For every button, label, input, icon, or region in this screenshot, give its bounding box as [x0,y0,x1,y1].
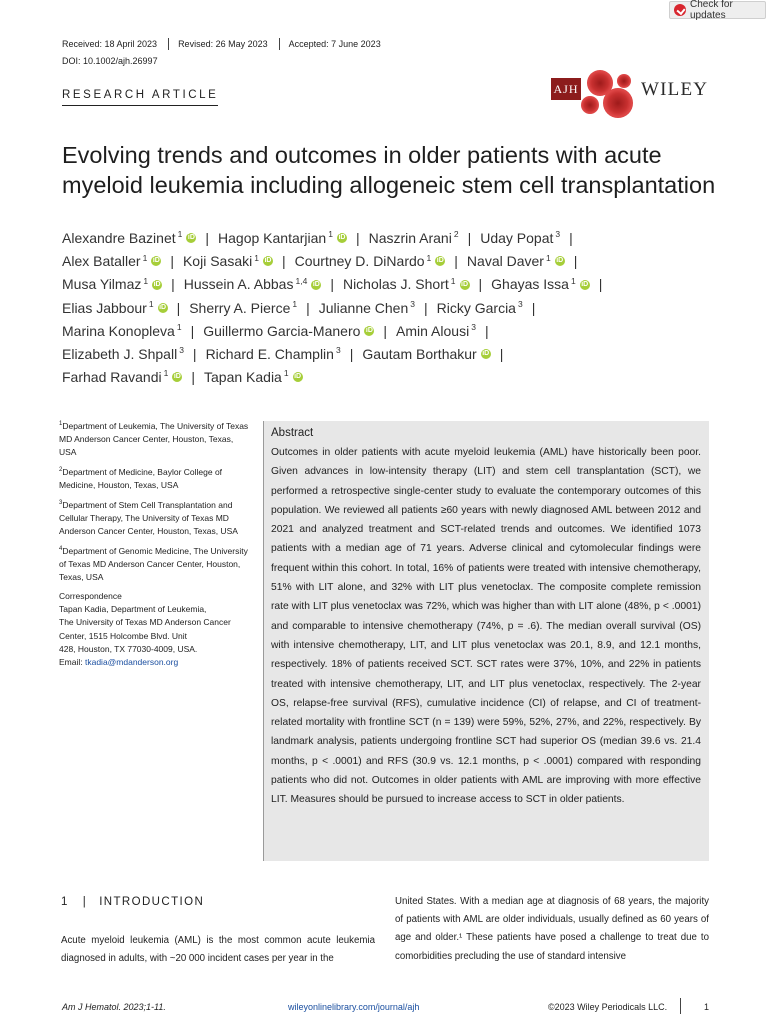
revised-date: Revised: 26 May 2023 [178,39,268,49]
author-affiliation-marker: 1 [426,252,432,263]
doi[interactable]: DOI: 10.1002/ajh.26997 [62,56,158,66]
abstract-heading: Abstract [271,427,314,439]
orcid-icon[interactable]: iD [264,257,272,265]
author-name[interactable]: Alex Bataller [62,253,141,270]
meta-divider [168,38,169,50]
orcid-icon[interactable]: iD [312,280,320,288]
author-affiliation-marker: 1 [570,275,576,286]
author-affiliation-marker: 1 [328,229,333,240]
author-affiliation-marker: 1 [163,368,169,379]
affiliation-text: Department of Genomic Medicine, The University of Texas MD Anderson Cancer Center, Houston, Texas, USA [59,545,248,582]
author-separator: | [205,230,210,246]
article-title: Evolving trends and outcomes in older patients with acute myeloid leukemia including allogeneic stem cell transplantation [62,142,716,198]
author-affiliation-marker: 1 [545,252,551,263]
author-name[interactable]: Hagop Kantarjian [218,230,327,246]
affiliation [59,497,249,538]
abstract-box [263,421,709,861]
author-separator: | [454,253,458,270]
article-type: RESEARCH ARTICLE [62,89,218,106]
author-affiliation-marker: 3 [471,322,476,333]
correspondence-line: Tapan Kadia, Department of Leukemia, [59,604,207,615]
author-name[interactable]: Amin Alousi [396,322,470,339]
author-affiliation-marker: 3 [179,345,184,356]
author-line [62,343,722,366]
blood-cell-graphic [617,74,631,88]
author-separator: | [191,369,195,386]
author-name[interactable]: Ghayas Issa [491,276,569,293]
blood-cell-graphic [581,96,599,114]
author-separator: | [467,230,472,246]
orcid-icon[interactable]: iD [338,234,346,242]
author-separator: | [383,322,388,339]
author-name[interactable]: Richard E. Champlin [205,345,334,362]
author-name[interactable]: Uday Popat [480,230,554,246]
author-name[interactable]: Koji Sasaki [182,253,253,270]
affiliation [59,464,249,492]
email-link[interactable]: tkadia@mdanderson.org [84,657,179,668]
author-affiliation-marker: 1 [283,368,289,379]
author-separator: | [569,230,573,246]
author-separator: | [423,299,428,316]
author-affiliation-marker: 1 [254,252,259,263]
author-separator: | [598,276,603,293]
affiliation-text: Department of Medicine, Baylor College of Medicine, Houston, Texas, USA [59,466,223,490]
author-name[interactable]: Elias Jabbour [62,299,147,316]
author-affiliation-marker: 3 [517,298,523,309]
author-affiliation-marker: 1,4 [295,275,308,286]
orcid-icon[interactable]: iD [173,373,181,381]
author-line [62,250,722,273]
check-for-updates-button[interactable] [669,1,766,19]
author-affiliation-marker: 1 [142,252,148,263]
blood-cell-graphic [603,88,633,118]
affiliation-list [59,418,249,584]
author-name[interactable]: Gautam Borthakur [362,345,477,362]
author-affiliation-marker: 3 [555,229,561,240]
correspondence-heading: Correspondence [59,591,122,602]
author-separator: | [573,253,578,270]
publication-history [62,38,381,50]
author-affiliation-marker: 2 [453,229,459,240]
check-updates-icon [674,4,686,16]
author-separator: | [170,253,174,270]
received-date: Received: 18 April 2023 [62,39,158,49]
author-name[interactable]: Alexandre Bazinet [62,230,176,246]
footer-copyright: ©2023 Wiley Periodicals LLC. [548,1002,668,1012]
author-line [62,320,722,343]
author-affiliation-marker: 1 [177,229,183,240]
author-name[interactable]: Naszrin Arani [368,230,452,246]
affiliation [59,418,249,459]
footer-divider [680,998,681,1014]
author-name[interactable]: Elizabeth J. Shpall [62,345,178,362]
intro-paragraph-left: Acute myeloid leukemia (AML) is the most common acute leukemia diagnosed in adults, with ~20 000 incident cases per year in the [61,935,375,965]
affiliations-column [59,418,249,669]
author-affiliation-marker: 3 [335,345,341,356]
affiliation [59,543,249,584]
author-name[interactable]: Farhad Ravandi [62,369,162,386]
author-separator: | [484,322,489,339]
correspondence-email-line [59,656,249,669]
orcid-icon[interactable]: iD [461,280,469,288]
author-line [62,273,722,296]
footer-citation: Am J Hematol. 2023;1-11. [62,1002,166,1012]
correspondence-line: The University of Texas MD Anderson Cancer [59,617,231,628]
author-name[interactable]: Tapan Kadia [204,369,282,386]
author-affiliation-marker: 1 [450,275,456,286]
author-separator: | [499,345,504,362]
intro-paragraph-right: United States. With a median age at diagnosis of 68 years, the majority of patients with AML are older individuals, usually defined as 60 years of age and older.¹ These patients have posed a challenge to treat due to comorbidities precluding the use of standard intensive [395,896,709,962]
orcid-icon[interactable]: iD [187,234,195,242]
author-line [62,227,722,250]
author-name[interactable]: Nicholas J. Short [342,276,449,293]
author-separator: | [192,345,197,362]
correspondence-line: 428, Houston, TX 77030-4009, USA. [59,643,198,654]
ajh-logo: AJH [551,78,581,100]
author-affiliation-marker: 1 [292,298,298,309]
correspondence-line: Center, 1515 Holcombe Blvd. Unit [59,630,188,641]
abstract-text: Outcomes in older patients with acute myeloid leukemia (AML) have historically been poor. Given advances in low-intensity therapy (LIT) and stem cell transplantation (SCT), we performed a retrospective single-center study to evaluate the contemporary outcomes of this population. We reviewed all patients ≥60 years with newly diagnosed AML between 2012 and 2021 and analyzed treatment and SCT-related trends and outcomes. We identified 1073 patients with a median age of 71 years. Adverse clinical and cytomolecular findings were frequent within this cohort. In total, 16% of patients were treated with intensive chemotherapy, 51% with LIT alone, and 32% with LIT plus venetoclax. The composite complete remission rate with LIT plus venetoclax was 72%, which was higher than with LIT alone (48%, p < .0001) and comparable to intensive chemotherapy (74%, p = .6). The median overall survival (OS) with intensive chemotherapy, LIT, and LIT plus venetoclax was 20.1, 8.9, and 12.1 months, respectively. 18% of patients received SCT. SCT rates were 37%, 10%, and 22% in patients treated with intensive chemotherapy, LIT, and LIT plus venetoclax, respectively. The 2-year OS, relapse-free survival (RFS), cumulative incidence (CI) of relapse, and CI of treatment-related mortality with frontline SCT (n = 139) were 59%, 52%, 27%, and 22%, respectively. By landmark analysis, patients undergoing frontline SCT had superior OS (median 39.6 vs. 21.4 months, p < .0001) and RFS (30.9 vs. 12.1 months, p < .0001) compared with responding patients who did not. Outcomes in older patients with AML are improving with more effective LIT. Measures should be pursued to increase access to SCT in older patients. [271,447,701,806]
author-name[interactable]: Ricky Garcia [436,299,516,316]
orcid-icon[interactable]: iD [152,257,160,265]
author-list [62,227,722,389]
author-separator: | [281,253,286,270]
footer-journal-link[interactable]: wileyonlinelibrary.com/journal/ajh [288,1002,420,1012]
author-line [62,366,722,389]
orcid-icon[interactable]: iD [365,327,373,335]
affiliation-number: 3 [59,499,63,506]
affiliation-number: 2 [59,466,63,473]
affiliation-text: Department of Stem Cell Transplantation and Cellular Therapy, The University of Texas MD Anderson Cancer Center, Houston, Texas, USA [59,499,238,536]
orcid-icon[interactable]: iD [153,280,161,288]
author-separator: | [306,299,310,316]
journal-logo [551,70,709,116]
author-affiliation-marker: 3 [410,298,415,309]
meta-divider [279,38,280,50]
orcid-icon[interactable]: iD [159,303,167,311]
section-divider: | [82,896,88,908]
correspondence-address [59,603,249,656]
check-updates-label: Check for updates [690,0,733,21]
author-separator: | [176,299,181,316]
author-separator: | [190,322,195,339]
author-name[interactable]: Musa Yilmaz [62,276,142,293]
section-title: INTRODUCTION [99,896,205,908]
affiliation-text: Department of Leukemia, The University of Texas MD Anderson Cancer Center, Houston, Texas, USA [59,420,249,458]
author-affiliation-marker: 1 [176,322,182,333]
author-name[interactable]: Hussein A. Abbas [183,276,294,293]
orcid-icon[interactable]: iD [294,373,302,381]
section-heading-introduction [61,896,204,908]
author-separator: | [330,276,334,293]
orcid-icon[interactable]: iD [581,280,589,288]
author-separator: | [171,276,175,293]
orcid-icon[interactable]: iD [556,257,564,265]
correspondence [59,590,249,669]
author-name[interactable]: Guillermo Garcia-Manero [203,322,361,339]
accepted-date: Accepted: 7 June 2023 [288,39,381,49]
orcid-icon[interactable]: iD [436,257,444,265]
author-name[interactable]: Courtney D. DiNardo [294,253,425,270]
author-name[interactable]: Naval Daver [466,253,544,270]
author-name[interactable]: Julianne Chen [318,299,409,316]
author-affiliation-marker: 1 [148,298,154,309]
section-number: 1 [61,896,69,908]
author-affiliation-marker: 1 [143,275,149,286]
author-name[interactable]: Sherry A. Pierce [189,299,291,316]
page-number: 1 [704,1002,710,1012]
affiliation-number: 4 [59,545,63,552]
author-separator: | [355,230,360,246]
orcid-icon[interactable]: iD [482,350,490,358]
email-label: Email: [59,657,85,668]
affiliation-number: 1 [59,421,63,427]
author-line [62,297,722,320]
author-separator: | [478,276,483,293]
author-separator: | [531,299,536,316]
author-separator: | [349,345,354,362]
publisher-logo: WILEY [641,79,709,100]
author-name[interactable]: Marina Konopleva [62,322,175,339]
